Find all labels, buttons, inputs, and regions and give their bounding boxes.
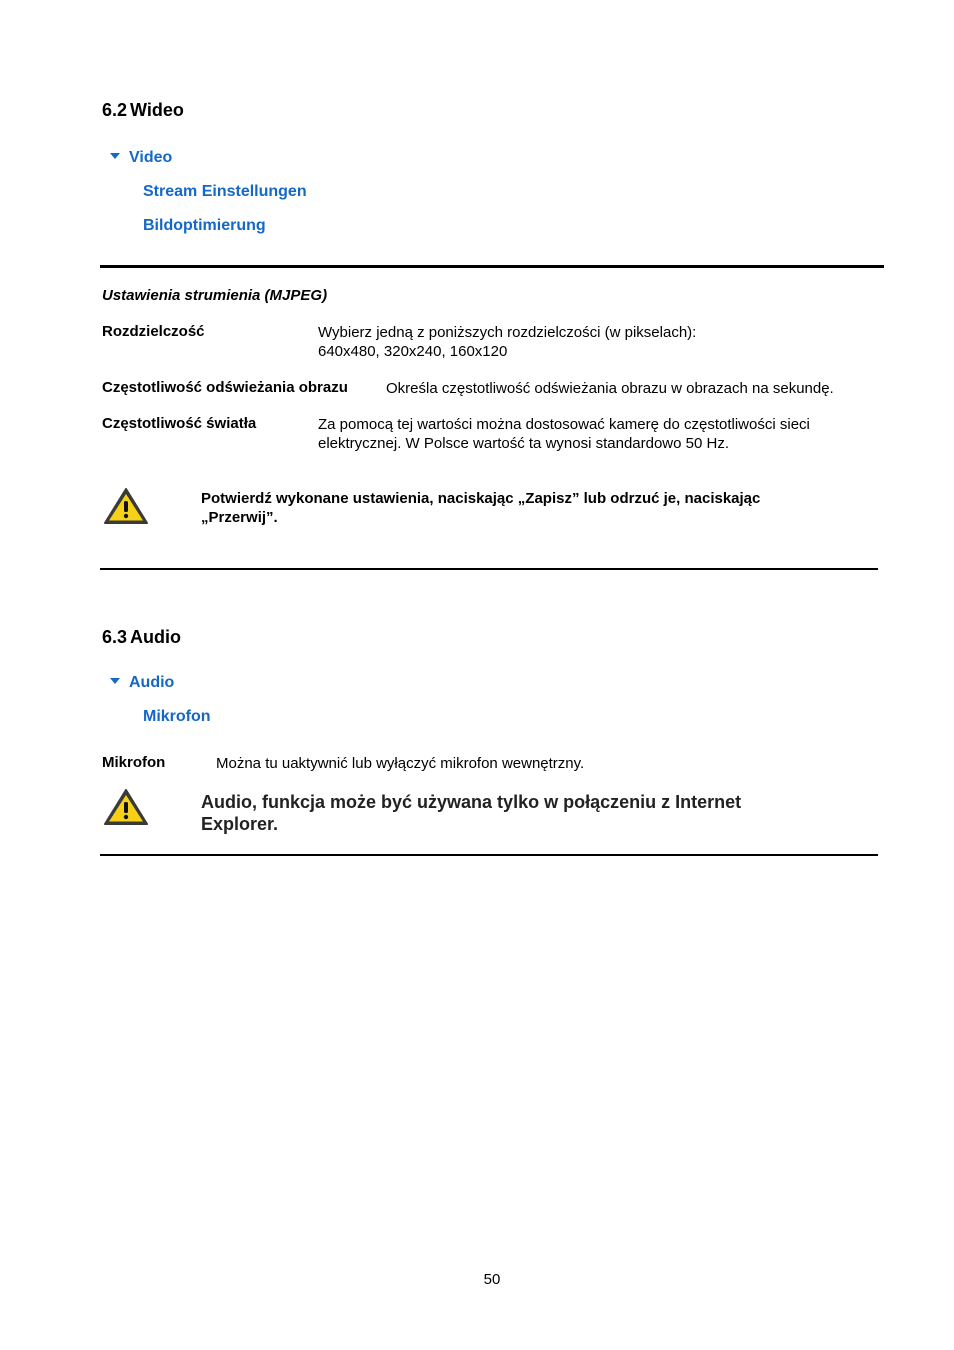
divider xyxy=(100,568,878,570)
menu-audio[interactable] xyxy=(110,674,174,692)
warning-text-audio xyxy=(201,791,741,835)
menu-item-bildoptimierung[interactable]: Bildoptimierung xyxy=(143,217,266,234)
text-line: Explorer. xyxy=(201,814,279,834)
warning-triangle-icon xyxy=(103,487,149,525)
row-label-microphone: Mikrofon xyxy=(102,754,166,771)
text-line: elektrycznej. W Polsce wartość ta wynosi standardowo 50 Hz. xyxy=(318,435,729,452)
text-line: „Przerwij”. xyxy=(201,509,278,526)
text-line: Audio, funkcja może być używana tylko w połączeniu z Internet xyxy=(201,792,742,812)
divider xyxy=(100,854,878,856)
text-line: Wybierz jedną z poniższych rozdzielczości (w pikselach): xyxy=(318,324,697,341)
text-line: Można tu uaktywnić lub wyłączyć mikrofon wewnętrzny. xyxy=(216,755,585,772)
warning-text-save xyxy=(201,489,760,527)
section-heading-audio xyxy=(102,627,181,648)
row-value-resolution xyxy=(318,323,696,361)
section-number: 6.2 xyxy=(102,100,128,120)
caret-down-icon xyxy=(110,153,120,159)
warning-triangle-icon xyxy=(103,788,149,826)
text-line: 640x480, 320x240, 160x120 xyxy=(318,343,508,360)
text-line: Określa częstotliwość odświeżania obrazu w obrazach na sekundę. xyxy=(386,380,834,397)
menu-item-stream-einstellungen[interactable]: Stream Einstellungen xyxy=(143,183,307,200)
page-number: 50 xyxy=(483,1271,501,1288)
section-number: 6.3 xyxy=(102,627,128,647)
section-title: Audio xyxy=(130,627,182,647)
row-value-microphone xyxy=(216,754,584,773)
divider xyxy=(100,265,884,268)
row-label-light-frequency: Częstotliwość światła xyxy=(102,415,257,432)
row-label-frame-rate: Częstotliwość odświeżania obrazu xyxy=(102,379,348,396)
section-title: Wideo xyxy=(130,100,184,120)
subheading-stream-settings: Ustawienia strumienia (MJPEG) xyxy=(102,287,328,304)
text-line: Za pomocą tej wartości można dostosować kamerę do częstotliwości sieci xyxy=(318,416,810,433)
menu-video-label: Video xyxy=(129,149,173,166)
row-label-resolution: Rozdzielczość xyxy=(102,323,205,340)
row-value-light-frequency xyxy=(318,415,810,453)
text-line: Potwierdź wykonane ustawienia, naciskając „Zapisz” lub odrzuć je, naciskając xyxy=(201,490,761,507)
menu-video[interactable] xyxy=(110,149,172,167)
menu-audio-label: Audio xyxy=(129,674,175,691)
section-heading-video xyxy=(102,100,184,121)
menu-item-mikrofon[interactable]: Mikrofon xyxy=(143,708,211,725)
caret-down-icon xyxy=(110,678,120,684)
row-value-frame-rate xyxy=(386,379,834,398)
